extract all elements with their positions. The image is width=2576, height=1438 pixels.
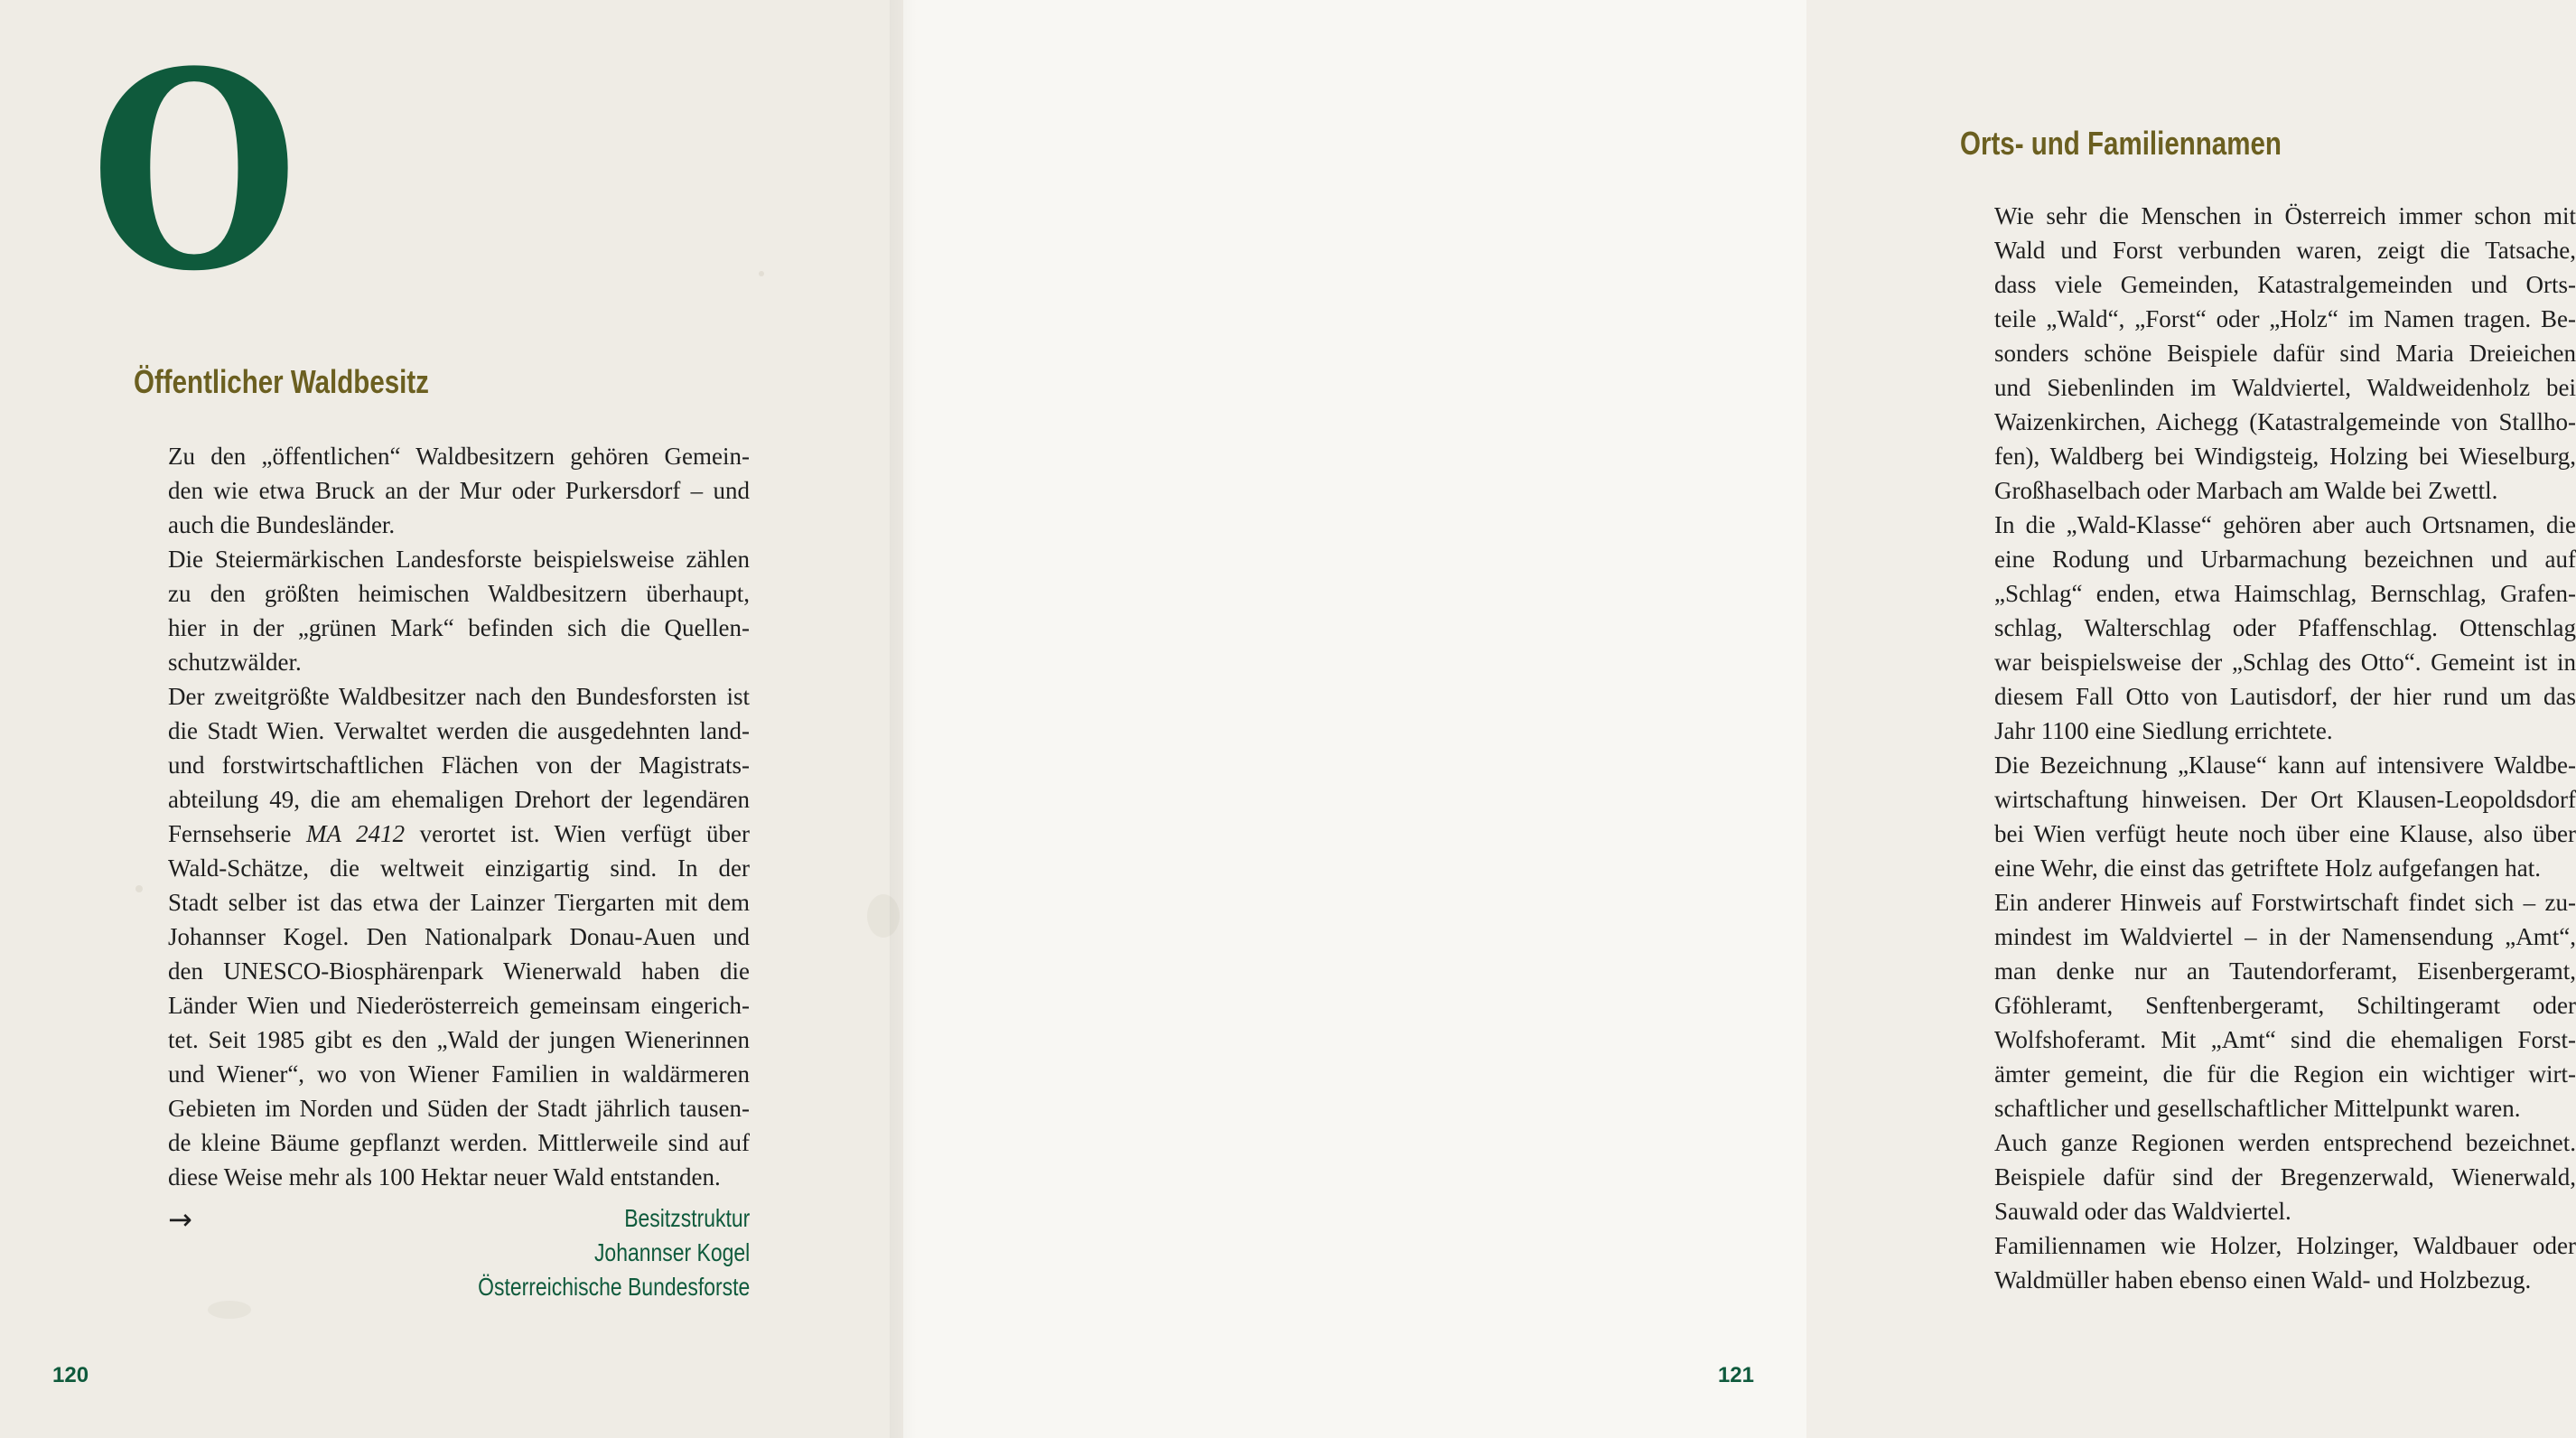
paper-speck [759,271,764,276]
page-number: 121 [1717,1363,1754,1387]
text-line: „Schlag“ enden, etwa Haimschlag, Bernschlag, Grafen- [1994,580,2576,607]
text-line: schutzwälder. [168,649,302,676]
text-line: Jahr 1100 eine Siedlung errichtete. [1994,717,2333,744]
text-line: und Wiener“, wo von Wiener Familien in waldärmeren [168,1060,750,1088]
text-line: Wald-Schätze, die weltweit einzigartig sind. In der [168,854,750,882]
text-line: de kleine Bäume gepflanzt werden. Mittlerweile sind auf [168,1129,750,1156]
paragraph [168,439,750,542]
text-line: bei Wien verfügt heute noch über eine Klause, also über [1994,820,2576,847]
text-line: Die Bezeichnung „Klause“ kann auf intensivere Waldbe- [1994,752,2576,779]
text-line: teile „Wald“, „Forst“ oder „Holz“ im Namen tragen. Be- [1994,305,2576,332]
right-page [903,0,2576,1438]
text-segment: verortet ist. Wien verfügt über [405,820,751,847]
paragraph [1994,1125,2576,1228]
text-line: hier in der „grünen Mark“ befinden sich die Quellen- [168,614,750,641]
series-title: MA 2412 [306,820,406,847]
text-line: Waldmüller haben ebenso einen Wald- und Holzbezug. [1994,1266,2532,1293]
text-line: Der zweitgrößte Waldbesitzer nach den Bundesforsten ist [168,683,750,710]
text-line: Ein anderer Hinweis auf Forstwirtschaft findet sich – zu- [1994,889,2576,916]
drop-letter: O [90,12,298,331]
text-line: Wie sehr die Menschen in Österreich immer schon mit [1994,202,2576,229]
text-line: schaftlicher und gesellschaftlicher Mittelpunkt waren. [1994,1095,2521,1122]
paragraph [168,542,750,679]
text-line: die Stadt Wien. Verwaltet werden die ausgedehnten land- [168,717,750,744]
left-page [0,0,903,1438]
text-line: In die „Wald-Klasse“ gehören aber auch Ortsnamen, die [1994,511,2576,538]
text-line: diese Weise mehr als 100 Hektar neuer Wald entstanden. [168,1163,721,1191]
paragraph [1994,885,2576,1125]
text-line: Waizenkirchen, Aichegg (Katastralgemeinde von Stallho- [1994,408,2576,435]
paper-speck [135,885,143,892]
text-line: Auch ganze Regionen werden entsprechend bezeichnet. [1994,1129,2576,1156]
text-line: wirtschaftung hinweisen. Der Ort Klausen-Leopoldsdorf [1994,786,2576,813]
text-line: diesem Fall Otto von Lautisdorf, der hier rund um das [1994,683,2576,710]
text-line: Wolfshoferamt. Mit „Amt“ sind die ehemaligen Forst- [1994,1026,2576,1053]
text-line: Beispiele dafür sind der Bregenzerwald, Wienerwald, [1994,1163,2576,1191]
text-line: eine Rodung und Urbarmachung bezeichnen und auf [1994,546,2576,573]
text-line: zu den größten heimischen Waldbesitzern überhaupt, [168,580,750,607]
text-line: tet. Seit 1985 gibt es den „Wald der jungen Wienerinnen [168,1026,750,1053]
paragraph [1994,1228,2576,1297]
text-line: ämter gemeint, die für die Region ein wichtiger wirt- [1994,1060,2576,1088]
paragraph [1994,199,2576,508]
text-line: abteilung 49, die am ehemaligen Drehort der legendären [168,786,750,813]
text-line [168,817,750,851]
body-text [1994,199,2576,1297]
text-line: fen), Waldberg bei Windigsteig, Holzing bei Wieselburg, [1994,443,2576,470]
see-also-links [418,1201,750,1304]
text-line: Wald und Forst verbunden waren, zeigt die Tatsache, [1994,237,2576,264]
page-number: 120 [52,1363,89,1387]
paragraph [168,679,750,1194]
cross-reference-link[interactable]: Besitzstruktur [623,1204,750,1232]
cross-reference-link[interactable]: Österreichische Bundesforste [477,1273,750,1301]
paragraph [1994,748,2576,885]
text-line: Länder Wien und Niederösterreich gemeinsam eingerich- [168,992,750,1019]
text-line: eine Wehr, die einst das getriftete Holz aufgefangen hat. [1994,854,2541,882]
text-line: war beispielsweise der „Schlag des Otto“. Gemeint ist in [1994,649,2576,676]
section-heading: Orts- und Familiennamen [1960,125,2282,162]
text-line: Zu den „öffentlichen“ Waldbesitzern gehören Gemein- [168,443,750,470]
text-line: Die Steiermärkischen Landesforste beispielsweise zählen [168,546,750,573]
text-line: mindest im Waldviertel – in der Namensendung „Amt“, [1994,923,2576,950]
paper-speck [867,894,900,938]
paper-speck [208,1301,251,1319]
cross-reference-link[interactable]: Johannser Kogel [593,1238,750,1266]
text-line: sonders schöne Beispiele dafür sind Maria Dreieichen [1994,340,2576,367]
text-line: dass viele Gemeinden, Katastralgemeinden und Orts- [1994,271,2576,298]
text-line: und forstwirtschaftlichen Flächen von der Magistrats- [168,752,750,779]
text-line: Stadt selber ist das etwa der Lainzer Tiergarten mit dem [168,889,750,916]
text-line: und Siebenlinden im Waldviertel, Waldweidenholz bei [1994,374,2576,401]
section-heading: Öffentlicher Waldbesitz [134,363,429,400]
paragraph [1994,508,2576,748]
text-line: den wie etwa Bruck an der Mur oder Purkersdorf – und [168,477,750,504]
text-line: man denke nur an Tautendorferamt, Eisenbergeramt, [1994,957,2576,985]
text-line: Johannser Kogel. Den Nationalpark Donau-Auen und [168,923,750,950]
text-line: Gebieten im Norden und Süden der Stadt jährlich tausen- [168,1095,750,1122]
text-line: den UNESCO-Biosphärenpark Wienerwald haben die [168,957,750,985]
text-line: Großhaselbach oder Marbach am Walde bei Zwettl. [1994,477,2498,504]
text-line: Gföhleramt, Senftenbergeramt, Schiltingeramt oder [1994,992,2576,1019]
text-segment: Fernsehserie [168,820,307,847]
arrow-right-icon: → [168,1202,192,1237]
body-text [168,439,750,1194]
text-line: schlag, Walterschlag oder Pfaffenschlag. Ottenschlag [1994,614,2576,641]
text-line: Sauwald oder das Waldviertel. [1994,1198,2291,1225]
text-line: auch die Bundesländer. [168,511,396,538]
text-line: Familiennamen wie Holzer, Holzinger, Waldbauer oder [1994,1232,2576,1259]
